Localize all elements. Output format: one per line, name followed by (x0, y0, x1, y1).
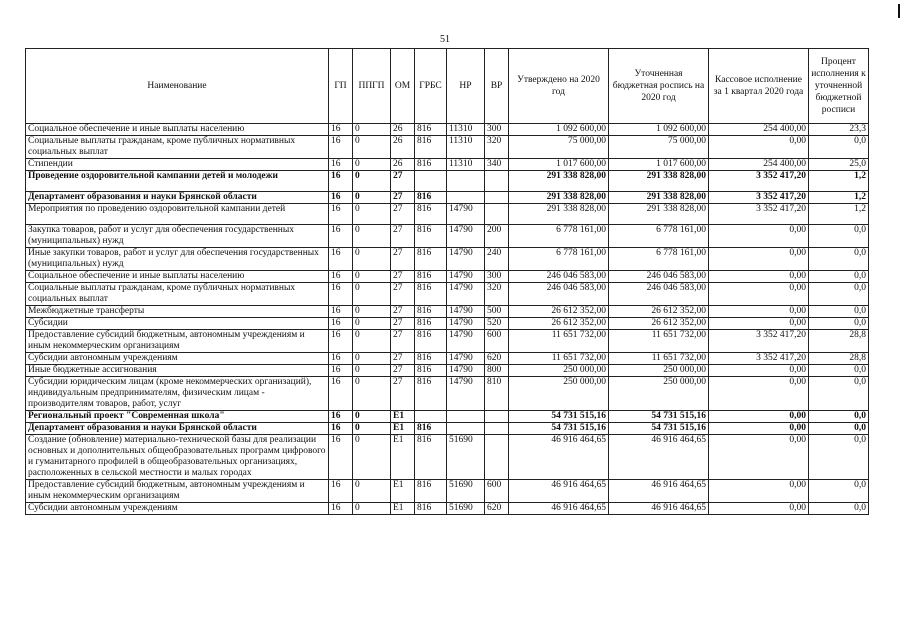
cell-ppgp: 0 (353, 136, 391, 159)
cell-nr: 14790 (447, 377, 485, 411)
cell-approved: 1 092 600,00 (509, 124, 609, 136)
cell-percent: 23,3 (809, 124, 869, 136)
cell-refined: 6 778 161,00 (609, 225, 709, 248)
cell-gp: 16 (329, 377, 353, 411)
cell-nr: 14790 (447, 283, 485, 306)
cell-refined: 291 338 828,00 (609, 171, 709, 192)
cell-grbs: 816 (415, 423, 447, 435)
table-row (26, 306, 869, 318)
cell-approved: 46 916 464,65 (509, 480, 609, 503)
cell-gp: 16 (329, 411, 353, 423)
cell-om: 26 (391, 159, 415, 171)
cell-name: Социальное обеспечение и иные выплаты населению (26, 271, 329, 283)
cell-approved: 1 017 600,00 (509, 159, 609, 171)
cell-nr: 14790 (447, 204, 485, 225)
cell-nr: 14790 (447, 330, 485, 353)
cell-percent: 0,0 (809, 480, 869, 503)
cell-cash: 0,00 (709, 480, 809, 503)
cell-nr: 51690 (447, 503, 485, 515)
cell-om: 27 (391, 171, 415, 192)
header-name: Наименование (26, 49, 329, 124)
cell-om: 27 (391, 204, 415, 225)
cell-cash: 3 352 417,20 (709, 204, 809, 225)
cell-refined: 246 046 583,00 (609, 271, 709, 283)
cell-grbs: 816 (415, 330, 447, 353)
cell-refined: 246 046 583,00 (609, 283, 709, 306)
header-percent: Процент исполнения к уточненной бюджетной росписи (809, 49, 869, 124)
cell-om: E1 (391, 423, 415, 435)
cell-nr: 14790 (447, 306, 485, 318)
cell-name: Иные закупки товаров, работ и услуг для обеспечения государственных (муниципальных) нужд (26, 248, 329, 271)
cell-ppgp: 0 (353, 171, 391, 192)
header-ppgp: ППГП (353, 49, 391, 124)
cell-percent: 25,0 (809, 159, 869, 171)
cell-ppgp: 0 (353, 480, 391, 503)
cell-name: Мероприятия по проведению оздоровительной кампании детей (26, 204, 329, 225)
header-vr: ВР (485, 49, 509, 124)
cell-approved: 250 000,00 (509, 365, 609, 377)
cell-name: Субсидии автономным учреждениям (26, 353, 329, 365)
cell-refined: 46 916 464,65 (609, 480, 709, 503)
table-row (26, 192, 869, 204)
cell-refined: 250 000,00 (609, 377, 709, 411)
cell-refined: 54 731 515,16 (609, 423, 709, 435)
header-approved: Утверждено на 2020 год (509, 49, 609, 124)
table-row (26, 480, 869, 503)
cell-refined: 1 092 600,00 (609, 124, 709, 136)
cell-percent: 0,0 (809, 411, 869, 423)
cell-om: 27 (391, 248, 415, 271)
cell-cash: 3 352 417,20 (709, 192, 809, 204)
cell-grbs: 816 (415, 136, 447, 159)
cell-name: Социальное обеспечение и иные выплаты населению (26, 124, 329, 136)
cell-ppgp: 0 (353, 330, 391, 353)
cell-om: 27 (391, 306, 415, 318)
cell-percent: 0,0 (809, 306, 869, 318)
cell-ppgp: 0 (353, 225, 391, 248)
cell-approved: 6 778 161,00 (509, 225, 609, 248)
header-om: ОМ (391, 49, 415, 124)
cell-name: Создание (обновление) материально-технической базы для реализации основных и дополнительных общеобразовательных программ цифрового и гуманитарного профилей в общеобразовательных организациях, расположенных в сельской местности и малых городах (26, 435, 329, 480)
cell-cash: 3 352 417,20 (709, 353, 809, 365)
cell-gp: 16 (329, 435, 353, 480)
cell-refined: 75 000,00 (609, 136, 709, 159)
cell-nr: 51690 (447, 480, 485, 503)
cell-nr: 14790 (447, 271, 485, 283)
cell-vr: 620 (485, 503, 509, 515)
cell-vr: 600 (485, 330, 509, 353)
cell-name: Социальные выплаты гражданам, кроме публичных нормативных социальных выплат (26, 283, 329, 306)
cell-gp: 16 (329, 283, 353, 306)
cell-percent: 0,0 (809, 377, 869, 411)
cell-vr: 800 (485, 365, 509, 377)
cell-vr: 620 (485, 353, 509, 365)
cell-nr: 14790 (447, 365, 485, 377)
cell-cash: 0,00 (709, 318, 809, 330)
cell-nr (447, 171, 485, 192)
cell-ppgp: 0 (353, 318, 391, 330)
cell-gp: 16 (329, 204, 353, 225)
cell-percent: 1,2 (809, 204, 869, 225)
cell-name: Социальные выплаты гражданам, кроме публичных нормативных социальных выплат (26, 136, 329, 159)
cell-cash: 0,00 (709, 435, 809, 480)
cell-vr: 300 (485, 271, 509, 283)
cell-om: 27 (391, 377, 415, 411)
cell-grbs: 816 (415, 353, 447, 365)
cell-nr (447, 411, 485, 423)
cell-approved: 54 731 515,16 (509, 411, 609, 423)
cell-grbs: 816 (415, 225, 447, 248)
cell-grbs: 816 (415, 204, 447, 225)
cell-refined: 26 612 352,00 (609, 318, 709, 330)
cell-nr: 14790 (447, 318, 485, 330)
cell-percent: 0,0 (809, 365, 869, 377)
cell-name: Субсидии (26, 318, 329, 330)
cell-percent: 0,0 (809, 248, 869, 271)
cell-vr: 810 (485, 377, 509, 411)
cell-grbs: 816 (415, 124, 447, 136)
cell-percent: 0,0 (809, 225, 869, 248)
cell-nr: 14790 (447, 225, 485, 248)
cell-percent: 0,0 (809, 503, 869, 515)
cell-om: 27 (391, 225, 415, 248)
cell-nr: 11310 (447, 124, 485, 136)
cell-grbs: 816 (415, 365, 447, 377)
cell-vr: 600 (485, 480, 509, 503)
cell-approved: 11 651 732,00 (509, 353, 609, 365)
cell-nr: 51690 (447, 435, 485, 480)
cell-vr (485, 204, 509, 225)
cell-ppgp: 0 (353, 192, 391, 204)
cell-om: 27 (391, 353, 415, 365)
table-row (26, 271, 869, 283)
cell-cash: 3 352 417,20 (709, 171, 809, 192)
cell-vr: 320 (485, 283, 509, 306)
cell-nr (447, 192, 485, 204)
table-row (26, 248, 869, 271)
cell-approved: 26 612 352,00 (509, 318, 609, 330)
cell-cash: 0,00 (709, 283, 809, 306)
cell-grbs: 816 (415, 306, 447, 318)
table-row (26, 204, 869, 225)
cell-cash: 254 400,00 (709, 124, 809, 136)
cell-ppgp: 0 (353, 248, 391, 271)
cell-vr: 340 (485, 159, 509, 171)
cell-ppgp: 0 (353, 306, 391, 318)
cell-grbs (415, 411, 447, 423)
cell-approved: 26 612 352,00 (509, 306, 609, 318)
cell-percent: 1,2 (809, 171, 869, 192)
table-row (26, 124, 869, 136)
header-gp: ГП (329, 49, 353, 124)
cell-om: E1 (391, 435, 415, 480)
cell-refined: 46 916 464,65 (609, 503, 709, 515)
cell-vr: 200 (485, 225, 509, 248)
table-row (26, 171, 869, 192)
header-grbs: ГРБС (415, 49, 447, 124)
cell-gp: 16 (329, 353, 353, 365)
cell-grbs: 816 (415, 435, 447, 480)
cell-name: Региональный проект "Современная школа" (26, 411, 329, 423)
cell-ppgp: 0 (353, 411, 391, 423)
cell-ppgp: 0 (353, 353, 391, 365)
cell-name: Закупка товаров, работ и услуг для обеспечения государственных (муниципальных) нужд (26, 225, 329, 248)
cell-gp: 16 (329, 271, 353, 283)
cell-nr: 11310 (447, 136, 485, 159)
cell-om: E1 (391, 411, 415, 423)
cell-om: 26 (391, 124, 415, 136)
header-refined: Уточненная бюджетная роспись на 2020 год (609, 49, 709, 124)
cell-refined: 11 651 732,00 (609, 330, 709, 353)
cell-om: 27 (391, 330, 415, 353)
cell-refined: 250 000,00 (609, 365, 709, 377)
page-number: 51 (440, 34, 450, 45)
cell-nr: 14790 (447, 248, 485, 271)
cell-percent: 1,2 (809, 192, 869, 204)
cell-gp: 16 (329, 480, 353, 503)
cell-name: Предоставление субсидий бюджетным, автономным учреждениям и иным некоммерческим организациям (26, 330, 329, 353)
cell-gp: 16 (329, 124, 353, 136)
cell-vr (485, 423, 509, 435)
cell-cash: 0,00 (709, 248, 809, 271)
cell-cash: 0,00 (709, 365, 809, 377)
cell-name: Предоставление субсидий бюджетным, автономным учреждениям и иным некоммерческим организациям (26, 480, 329, 503)
cell-name: Департамент образования и науки Брянской области (26, 192, 329, 204)
cell-approved: 291 338 828,00 (509, 192, 609, 204)
cell-cash: 3 352 417,20 (709, 330, 809, 353)
cell-ppgp: 0 (353, 377, 391, 411)
table-row (26, 503, 869, 515)
budget-table (25, 48, 869, 515)
cell-om: 27 (391, 365, 415, 377)
cell-percent: 0,0 (809, 423, 869, 435)
cell-gp: 16 (329, 248, 353, 271)
cell-percent: 0,0 (809, 271, 869, 283)
cell-grbs: 816 (415, 192, 447, 204)
cell-percent: 28,8 (809, 330, 869, 353)
table-row (26, 435, 869, 480)
cell-gp: 16 (329, 330, 353, 353)
cell-gp: 16 (329, 365, 353, 377)
cell-gp: 16 (329, 171, 353, 192)
table-row (26, 353, 869, 365)
cell-om: 27 (391, 271, 415, 283)
cell-approved: 250 000,00 (509, 377, 609, 411)
cell-om: 27 (391, 318, 415, 330)
cell-approved: 6 778 161,00 (509, 248, 609, 271)
table-row (26, 377, 869, 411)
table-row (26, 283, 869, 306)
cell-ppgp: 0 (353, 204, 391, 225)
cell-grbs: 816 (415, 159, 447, 171)
edge-mark (898, 4, 900, 18)
cell-vr: 520 (485, 318, 509, 330)
cell-cash: 0,00 (709, 225, 809, 248)
cell-refined: 26 612 352,00 (609, 306, 709, 318)
cell-nr: 11310 (447, 159, 485, 171)
cell-grbs: 816 (415, 503, 447, 515)
cell-approved: 46 916 464,65 (509, 435, 609, 480)
cell-name: Стипендии (26, 159, 329, 171)
cell-vr (485, 192, 509, 204)
cell-name: Проведение оздоровительной кампании детей и молодежи (26, 171, 329, 192)
cell-om: E1 (391, 503, 415, 515)
cell-cash: 0,00 (709, 377, 809, 411)
cell-refined: 6 778 161,00 (609, 248, 709, 271)
cell-percent: 0,0 (809, 435, 869, 480)
cell-cash: 254 400,00 (709, 159, 809, 171)
cell-om: E1 (391, 480, 415, 503)
cell-approved: 75 000,00 (509, 136, 609, 159)
cell-ppgp: 0 (353, 271, 391, 283)
cell-ppgp: 0 (353, 283, 391, 306)
cell-om: 27 (391, 192, 415, 204)
cell-cash: 0,00 (709, 423, 809, 435)
table-row (26, 225, 869, 248)
header-cash: Кассовое исполнение за 1 квартал 2020 года (709, 49, 809, 124)
cell-vr: 500 (485, 306, 509, 318)
cell-percent: 28,8 (809, 353, 869, 365)
cell-percent: 0,0 (809, 318, 869, 330)
cell-approved: 291 338 828,00 (509, 171, 609, 192)
cell-refined: 1 017 600,00 (609, 159, 709, 171)
cell-vr: 300 (485, 124, 509, 136)
cell-approved: 54 731 515,16 (509, 423, 609, 435)
cell-percent: 0,0 (809, 136, 869, 159)
cell-refined: 54 731 515,16 (609, 411, 709, 423)
header-nr: НР (447, 49, 485, 124)
cell-cash: 0,00 (709, 136, 809, 159)
cell-vr (485, 411, 509, 423)
cell-approved: 11 651 732,00 (509, 330, 609, 353)
cell-grbs: 816 (415, 318, 447, 330)
table-row (26, 330, 869, 353)
cell-ppgp: 0 (353, 423, 391, 435)
cell-cash: 0,00 (709, 271, 809, 283)
cell-approved: 291 338 828,00 (509, 204, 609, 225)
cell-name: Департамент образования и науки Брянской области (26, 423, 329, 435)
cell-grbs: 816 (415, 283, 447, 306)
cell-vr (485, 171, 509, 192)
cell-cash: 0,00 (709, 503, 809, 515)
cell-ppgp: 0 (353, 435, 391, 480)
cell-name: Субсидии автономным учреждениям (26, 503, 329, 515)
cell-gp: 16 (329, 423, 353, 435)
cell-ppgp: 0 (353, 159, 391, 171)
cell-grbs: 816 (415, 377, 447, 411)
cell-refined: 46 916 464,65 (609, 435, 709, 480)
cell-ppgp: 0 (353, 365, 391, 377)
cell-ppgp: 0 (353, 124, 391, 136)
cell-gp: 16 (329, 503, 353, 515)
cell-grbs: 816 (415, 480, 447, 503)
table-row (26, 136, 869, 159)
cell-gp: 16 (329, 318, 353, 330)
cell-grbs: 816 (415, 271, 447, 283)
cell-gp: 16 (329, 306, 353, 318)
table-row (26, 318, 869, 330)
cell-om: 26 (391, 136, 415, 159)
cell-gp: 16 (329, 159, 353, 171)
cell-ppgp: 0 (353, 503, 391, 515)
table-row (26, 159, 869, 171)
table-row (26, 365, 869, 377)
table-body (26, 124, 869, 515)
cell-approved: 246 046 583,00 (509, 271, 609, 283)
cell-grbs: 816 (415, 248, 447, 271)
cell-name: Иные бюджетные ассигнования (26, 365, 329, 377)
cell-gp: 16 (329, 136, 353, 159)
cell-refined: 291 338 828,00 (609, 192, 709, 204)
cell-approved: 46 916 464,65 (509, 503, 609, 515)
cell-grbs (415, 171, 447, 192)
cell-cash: 0,00 (709, 411, 809, 423)
cell-name: Межбюджетные трансферты (26, 306, 329, 318)
cell-nr (447, 423, 485, 435)
table-row (26, 411, 869, 423)
cell-nr: 14790 (447, 353, 485, 365)
cell-gp: 16 (329, 225, 353, 248)
cell-om: 27 (391, 283, 415, 306)
cell-cash: 0,00 (709, 306, 809, 318)
cell-vr: 240 (485, 248, 509, 271)
cell-refined: 291 338 828,00 (609, 204, 709, 225)
cell-refined: 11 651 732,00 (609, 353, 709, 365)
cell-name: Субсидии юридическим лицам (кроме некоммерческих организаций), индивидуальным предпринимателям, физическим лицам - производителям товаров, работ, услуг (26, 377, 329, 411)
table-header-row (26, 49, 869, 124)
cell-vr (485, 435, 509, 480)
cell-approved: 246 046 583,00 (509, 283, 609, 306)
cell-vr: 320 (485, 136, 509, 159)
table-row (26, 423, 869, 435)
cell-gp: 16 (329, 192, 353, 204)
cell-percent: 0,0 (809, 283, 869, 306)
